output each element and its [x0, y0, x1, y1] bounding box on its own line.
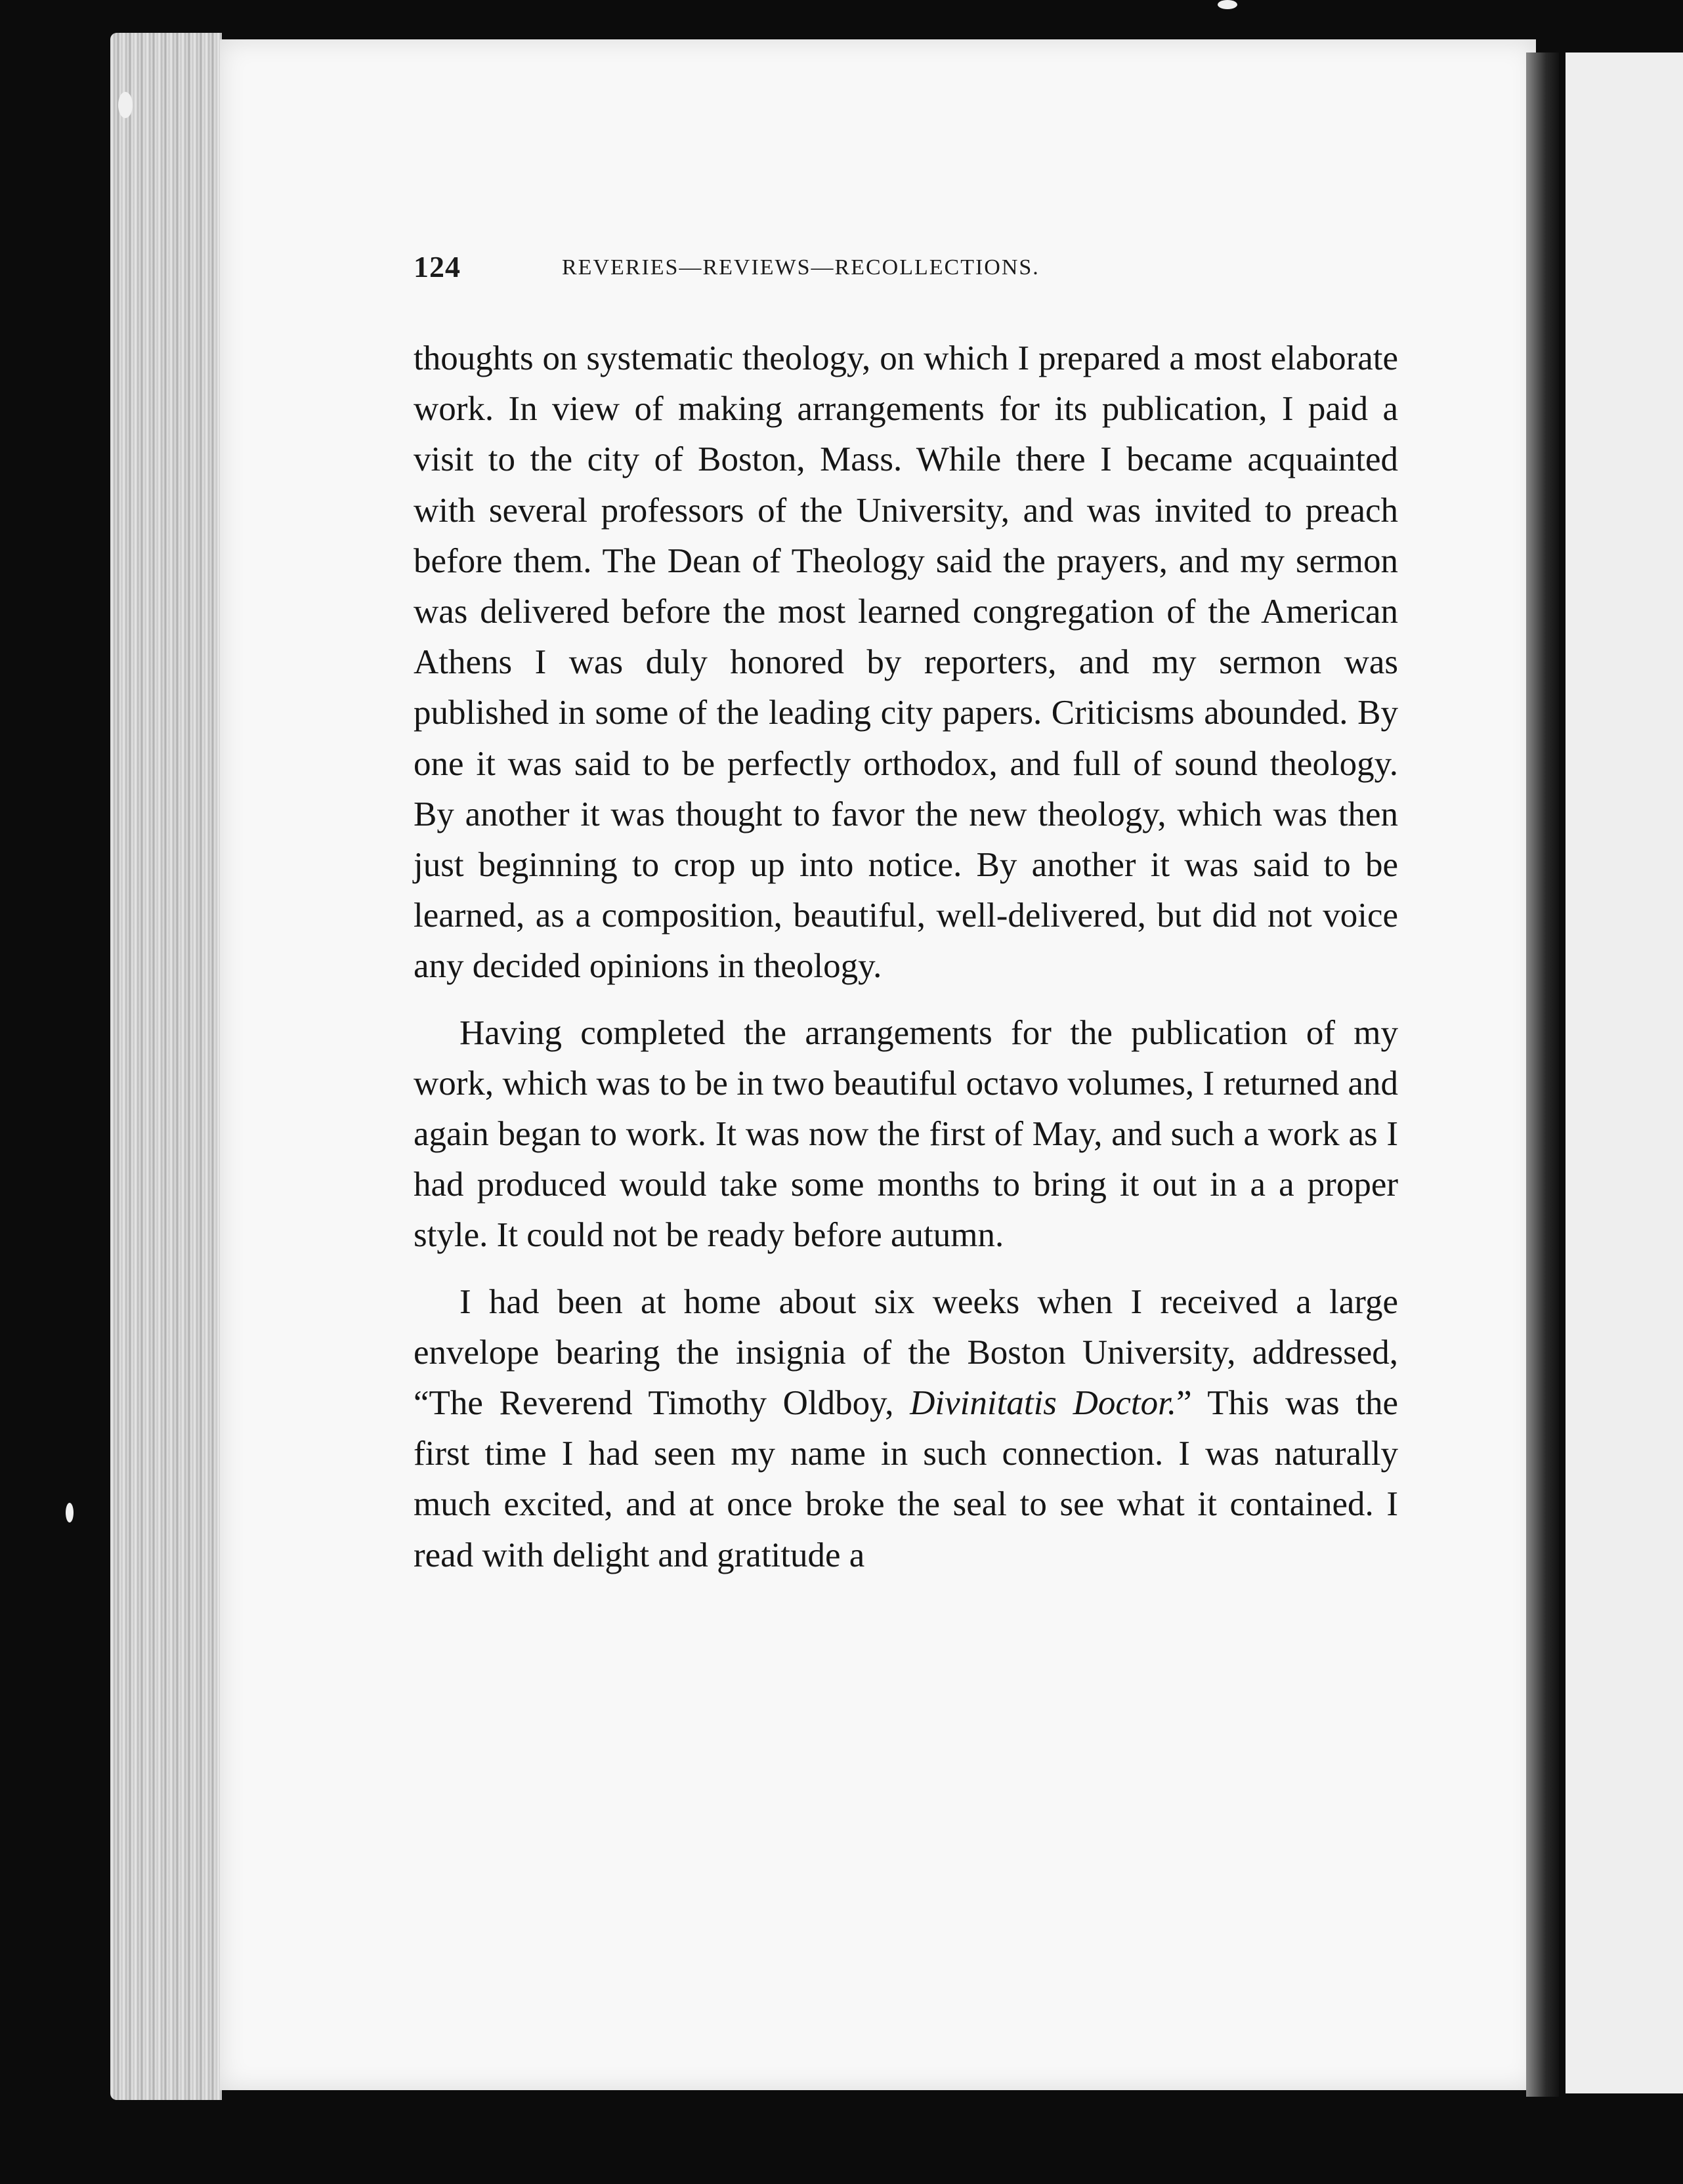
dust-speck — [118, 92, 133, 118]
body-text — [414, 333, 1398, 1581]
paragraph-3-start: I had been at home about six weeks when I received a large envelope bearing the insignia of the Boston University, addressed, “The Reverend Timothy Oldboy, — [414, 1282, 1398, 1423]
facing-page — [1566, 52, 1683, 2093]
dust-speck — [1218, 0, 1237, 9]
page-gutter — [1526, 52, 1559, 2097]
header-title: REVERIES—REVIEWS—RECOLLECTIONS. — [562, 255, 1040, 280]
paragraph-2: Having completed the arrangements for the publication of my work, which was to be in two beautiful octavo volumes, I returned and again began to work. It was now the first of May, and such a work as I had produced would take some months to bring it out in a a proper style. It could not be ready before autumn. — [414, 1013, 1398, 1255]
running-head — [414, 249, 1234, 302]
page-number: 124 — [414, 250, 461, 284]
paragraph-3-end: ” This was the first time I had seen my name in such connection. I was naturally much excited, and at once broke the seal to see what it contained. I read with delight and gratitude a — [414, 1384, 1399, 1574]
paragraph-1: thoughts on systematic theology, on which I prepared a most elaborate work. In view of making arrangements for its publication, I paid a visit to the city of Boston, Mass. While there I became acquainted with several professors of the University, and was invited to preach before them. The Dean of Theology said the prayers, and my sermon was delivered before the most learned congregation of the American Athens I was duly honored by reporters, and my sermon was published in some of the leading city papers. Criticisms abounded. By one it was said to be perfectly orthodox, and full of sound theology. By another it was thought to favor the new theology, which was then just beginning to crop up into notice. By another it was said to be learned, as a composition, beautiful, well-delivered, but did not voice any decided opinions in theology. — [414, 339, 1398, 986]
dust-speck — [66, 1503, 74, 1522]
page-edges — [110, 33, 222, 2100]
paragraph-3-italic: Divinitatis Doctor. — [910, 1384, 1177, 1423]
paragraph-3 — [414, 1277, 1398, 1581]
